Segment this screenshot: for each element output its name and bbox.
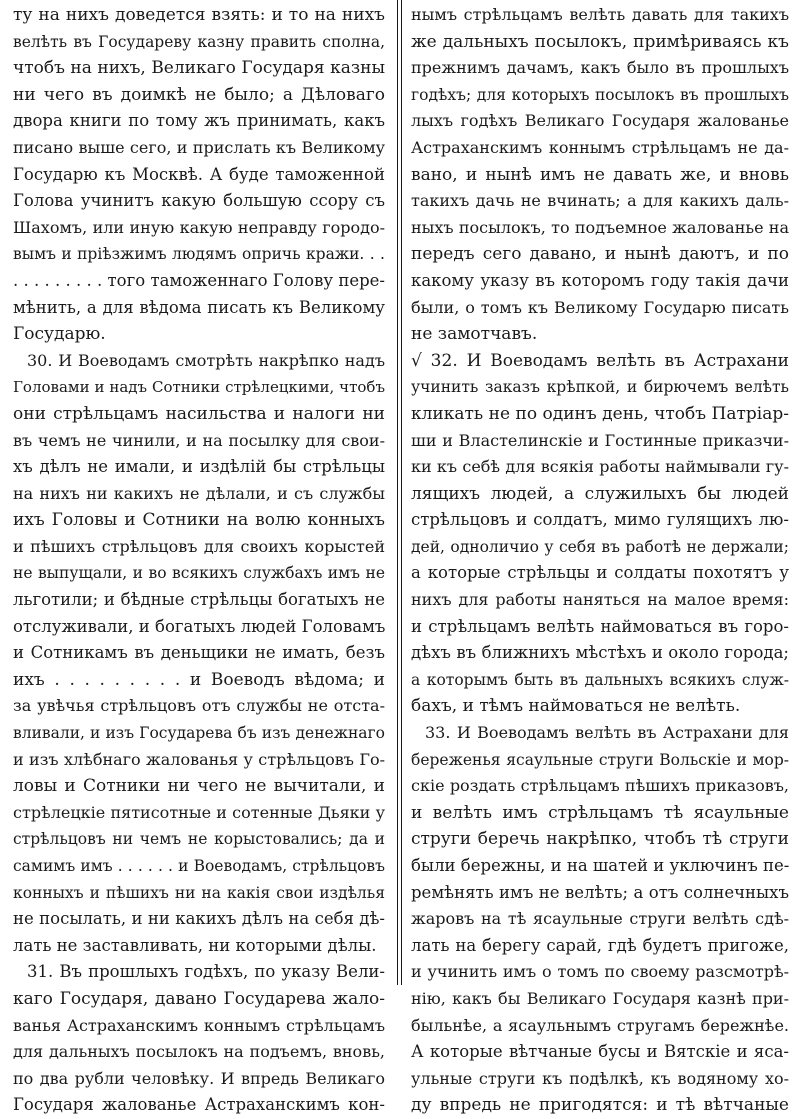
text-line: Голова учинитъ какую большую ссору съ [13,191,385,211]
text-line: вымъ и пріѣзжимъ людямъ опричь кражи. . . [13,245,385,264]
text-line: такихъ дачь не вчинать; а для какихъ даль- [411,191,789,211]
text-line: стрѣлецкіе пятисотные и сотенные Дьяки у [13,802,385,822]
text-line: и стрѣльцамъ велѣть наймоваться въ горо- [411,616,789,636]
text-line: Головами и надъ Сотники стрѣлецкими, чтобъ [13,378,385,397]
text-line: писано выше сего, и прислать къ Великому [13,137,385,157]
text-line: А которые вѣтчаные бусы и Вятскіе и яса- [411,1042,789,1062]
column-divider-left [397,0,398,985]
left-column [13,2,385,1119]
text-line: были бережны, и на шатей и уключинъ пе- [411,856,789,875]
paragraph-start-31: 31. Въ прошлыхъ годѣхъ, по указу Вели- [27,962,385,982]
text-line: ни чего въ доимкѣ не было; а Дѣловаго [13,84,385,105]
text-line: и велѣть имъ стрѣльцамъ тѣ ясаульные [411,802,789,823]
text-line: для дальныхъ посылокъ на подъемъ, вновь, [13,1042,385,1062]
text-line: были, о томъ къ Великому Государю писать [411,297,789,317]
text-line: и пѣшихъ стрѣльцовъ для своихъ корыстей [13,536,385,556]
text-line: ихъ Головы и Сотники на волю конныхъ [13,510,385,531]
text-line: и Сотникамъ въ деньщики не имать, безъ [13,643,385,663]
text-line: ши и Властелинскіе и Гостинные приказчи- [411,430,789,450]
text-line: и изъ хлѣбнаго жалованья у стрѣльцовъ Го- [13,749,385,769]
text-line: какому указу въ которомъ году такія дачи [411,270,789,290]
text-line: за увѣчья стрѣльцовъ отъ службы не отста- [13,696,385,716]
text-line: Государю къ Москвѣ. А буде таможенной [13,164,385,184]
text-line: стрѣльцовъ ни чемъ не корыстовались; да и [13,830,385,849]
text-line: ту на нихъ доведется взять: и то на нихъ [13,5,385,25]
text-line: нымъ стрѣльцамъ велѣть давать для такихъ [411,5,789,24]
text-line: годѣхъ; для которыхъ посылокъ въ прошлыхъ [411,85,789,104]
paragraph-start-32: √ 32. И Воеводамъ велѣть въ Астрахани [411,350,789,371]
text-line: въ чемъ не чинили, и на посылку для свои- [13,430,385,450]
text-line: стрѣльцовъ и солдатъ, мимо гулящихъ лю- [411,510,789,530]
text-line: на нихъ ни какихъ не дѣлали, и съ службы [13,483,385,503]
text-line: и учинить имъ о томъ по своему разсмотрѣ- [411,962,789,982]
text-line: чтобъ на нихъ, Великаго Государя казны [13,58,385,79]
text-line: ихъ . . . . . . . . . и Воеводъ вѣдома; и [13,669,385,690]
text-line: прежнимъ дачамъ, какъ было въ прошлыхъ [411,58,789,78]
text-line: ныхъ посылокъ, то подъемное жалованье на [411,217,789,237]
text-line: быльнѣе, а ясаульнымъ стругамъ бережнѣе. [411,1015,789,1035]
text-line: учинить заказъ крѣпкой, и бирючемъ велѣть [411,378,789,397]
text-line: струги беречь накрѣпко, чтобъ тѣ струги [411,829,789,850]
text-line: жаровъ на тѣ ясаульные струги велѣть сдѣ- [411,909,789,929]
text-line: Государя жалованье Астраханскимъ кон- [13,1095,385,1115]
paragraph-end-line: Государю. [13,324,106,345]
text-line: кликать не по одинъ день, чтобъ Патріар- [411,403,789,424]
text-line: льготили; и бѣдные стрѣльцы богатыхъ не [13,590,385,610]
text-line: береженья ясаульные струги Вольскіе и мор- [411,750,789,769]
text-line: ду впредь не пригодятся: и тѣ вѣтчаные [411,1095,789,1116]
text-line: ульные струги къ подѣлкѣ, къ водяному хо- [411,1068,789,1088]
text-line: скіе роздать стрѣльцамъ пѣшихъ приказовъ, [411,776,789,796]
text-line: мѣнить, а для вѣдома писать къ Великому [13,297,385,317]
text-line: велѣть въ Государеву казну править сполна, [13,32,385,51]
text-line: каго Государя, давано Государева жало- [13,988,385,1009]
paragraph-end-line: не замотчавъ. [411,324,538,345]
text-line: нихъ для работы наняться на малое время: [411,590,789,610]
text-line: по два рубли человѣку. И впредь Великаго [13,1068,385,1088]
text-line: дей, одноличио у себя въ работѣ не держали; [411,537,789,556]
paragraph-start-30: 30. И Воеводамъ смотрѣть накрѣпко надъ [27,350,385,370]
column-divider-right [401,0,402,985]
text-line: лящихъ людей, а служилыхъ бы людей [411,483,789,504]
text-line: они стрѣльцамъ насильства и налоги ни [13,403,385,424]
right-column [411,2,789,1119]
text-line: вано, и нынѣ имъ не давать же, и вновь [411,164,789,185]
text-line: ремѣнять имъ не велѣть; а отъ солнечныхъ [411,882,789,902]
text-line: . . . . . . . . . того таможеннаго Голову пере- [13,270,385,290]
text-line: двора книги по тому жъ принимать, какъ [13,111,385,131]
text-line: дѣхъ въ ближнихъ мѣстѣхъ и около города; [411,643,789,663]
text-line: самимъ имъ . . . . . . и Воеводамъ, стрѣльцовъ [13,857,385,875]
text-line: хъ дѣлъ не имали, и издѣлій бы стрѣльцы [13,457,385,477]
text-line: ловы и Сотники ни чего не вычитали, и [13,776,385,797]
text-line: нію, какъ бы Великаго Государя казнѣ при- [411,988,789,1008]
text-line: конныхъ и пѣшихъ ни на какія свои издѣлья [13,883,385,902]
text-line: лыхъ годѣхъ Великаго Государя жалованье [411,111,789,131]
text-line: же дальныхъ посылокъ, примѣриваясь къ [411,31,789,52]
text-line: Шахомъ, или иную какую неправду городо- [13,217,385,237]
text-line: отслуживали, и богатыхъ людей Головамъ [13,616,385,636]
text-line: Астраханскимъ коннымъ стрѣльцамъ не да- [411,137,789,157]
text-line: вливали, и изъ Государева бъ изъ денежнаго [13,724,385,743]
paragraph-end-line: бахъ, и тѣмъ наймоваться не велѣть. [411,696,741,717]
text-line: не посылать, и ни какихъ дѣлъ на себя дѣ- [13,909,385,929]
text-line: передъ сего давано, и нынѣ даютъ, и по [411,244,789,265]
paragraph-end-line: лать не заставливать, ни которыми дѣлы. [13,935,377,955]
paragraph-start-33: 33. И Воеводамъ велѣть въ Астрахани для [425,723,789,743]
text-line: ванья Астраханскимъ коннымъ стрѣльцамъ [13,1015,385,1035]
text-line: ки къ себѣ для всякія работы наймывали гу- [411,457,789,477]
text-line: а которымъ быть въ дальныхъ всякихъ служ- [411,670,789,689]
text-line: а которые стрѣльцы и солдаты похотятъ у [411,563,789,583]
text-line: лать на берегу сарай, гдѣ будетъ пригоже, [411,935,789,955]
text-line: не выпущали, и во всякихъ службахъ имъ не [13,564,385,583]
